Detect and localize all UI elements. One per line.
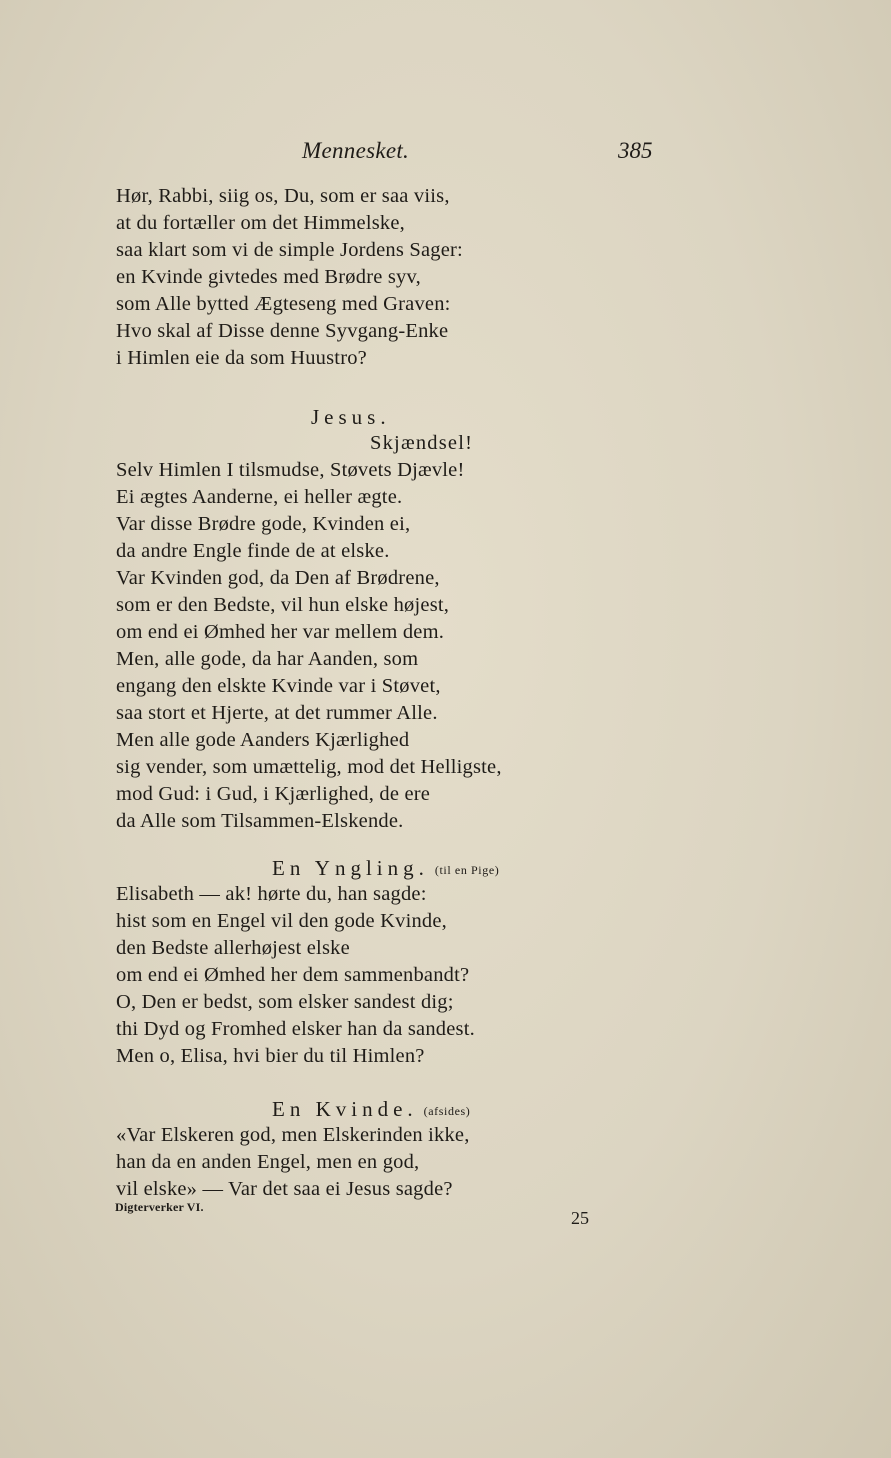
verse-line: «Var Elskeren god, men Elskerinden ikke,	[116, 1124, 470, 1146]
verse-line: thi Dyd og Fromhed elsker han da sandest.	[116, 1018, 475, 1040]
verse-line: Ei ægtes Aanderne, ei heller ægte.	[116, 486, 403, 508]
verse-line: Men, alle gode, da har Aanden, som	[116, 648, 419, 670]
verse-line: Hør, Rabbi, siig os, Du, som er saa viis,	[116, 185, 450, 207]
verse-line: da Alle som Tilsammen-Elskende.	[116, 810, 404, 832]
page-number: 385	[618, 138, 653, 163]
verse-line: O, Den er bedst, som elsker sandest dig;	[116, 991, 454, 1013]
signature-text: Digterverker VI.	[115, 1200, 204, 1214]
verse-line: Men o, Elisa, hvi bier du til Himlen?	[116, 1045, 425, 1067]
verse-line: om end ei Ømhed her dem sammenbandt?	[116, 964, 470, 986]
verse-line: som er den Bedste, vil hun elske højest,	[116, 594, 450, 616]
verse-line: Hvo skal af Disse denne Syvgang-Enke	[116, 320, 449, 342]
verse-line: som Alle bytted Ægteseng med Graven:	[116, 293, 451, 315]
verse-line: Men alle gode Aanders Kjærlighed	[116, 729, 410, 751]
verse-line: saa stort et Hjerte, at det rummer Alle.	[116, 702, 438, 724]
verse-line: en Kvinde givtedes med Brødre syv,	[116, 266, 421, 288]
verse-line: den Bedste allerhøjest elske	[116, 937, 350, 959]
verse-line: Skjændsel!	[370, 432, 474, 454]
running-title: Mennesket.	[302, 138, 410, 163]
stage-direction: (til en Pige)	[434, 863, 500, 877]
verse-line: Var Kvinden god, da Den af Brødrene,	[116, 567, 440, 589]
verse-line: mod Gud: i Gud, i Kjærlighed, de ere	[116, 783, 431, 805]
verse-line: vil elske» — Var det saa ei Jesus sagde?	[116, 1178, 453, 1200]
verse-line: Elisabeth — ak! hørte du, han sagde:	[116, 883, 427, 905]
verse-line: hist som en Engel vil den gode Kvinde,	[116, 910, 447, 932]
signature-number: 25	[571, 1208, 589, 1228]
verse-line: om end ei Ømhed her var mellem dem.	[116, 621, 445, 643]
verse-line: han da en anden Engel, men en god,	[116, 1151, 420, 1173]
verse-line: at du fortæller om det Himmelske,	[116, 212, 405, 234]
verse-line: engang den elskte Kvinde var i Støvet,	[116, 675, 441, 697]
stage-direction: (afsides)	[423, 1104, 471, 1118]
speaker-name-kvinde	[272, 1097, 470, 1122]
speaker-name-yngling	[272, 856, 499, 881]
speaker-label: En Yngling.	[272, 856, 429, 880]
verse-line: saa klart som vi de simple Jordens Sager:	[116, 239, 463, 261]
speaker-label: En Kvinde.	[272, 1097, 418, 1121]
verse-line: Var disse Brødre gode, Kvinden ei,	[116, 513, 411, 535]
verse-line: da andre Engle finde de at elske.	[116, 540, 390, 562]
speaker-name-jesus: Jesus.	[311, 405, 391, 429]
verse-line: sig vender, som umættelig, mod det Helligste,	[116, 756, 502, 778]
verse-line: i Himlen eie da som Huustro?	[116, 347, 367, 369]
verse-line: Selv Himlen I tilsmudse, Støvets Djævle!	[116, 459, 465, 481]
